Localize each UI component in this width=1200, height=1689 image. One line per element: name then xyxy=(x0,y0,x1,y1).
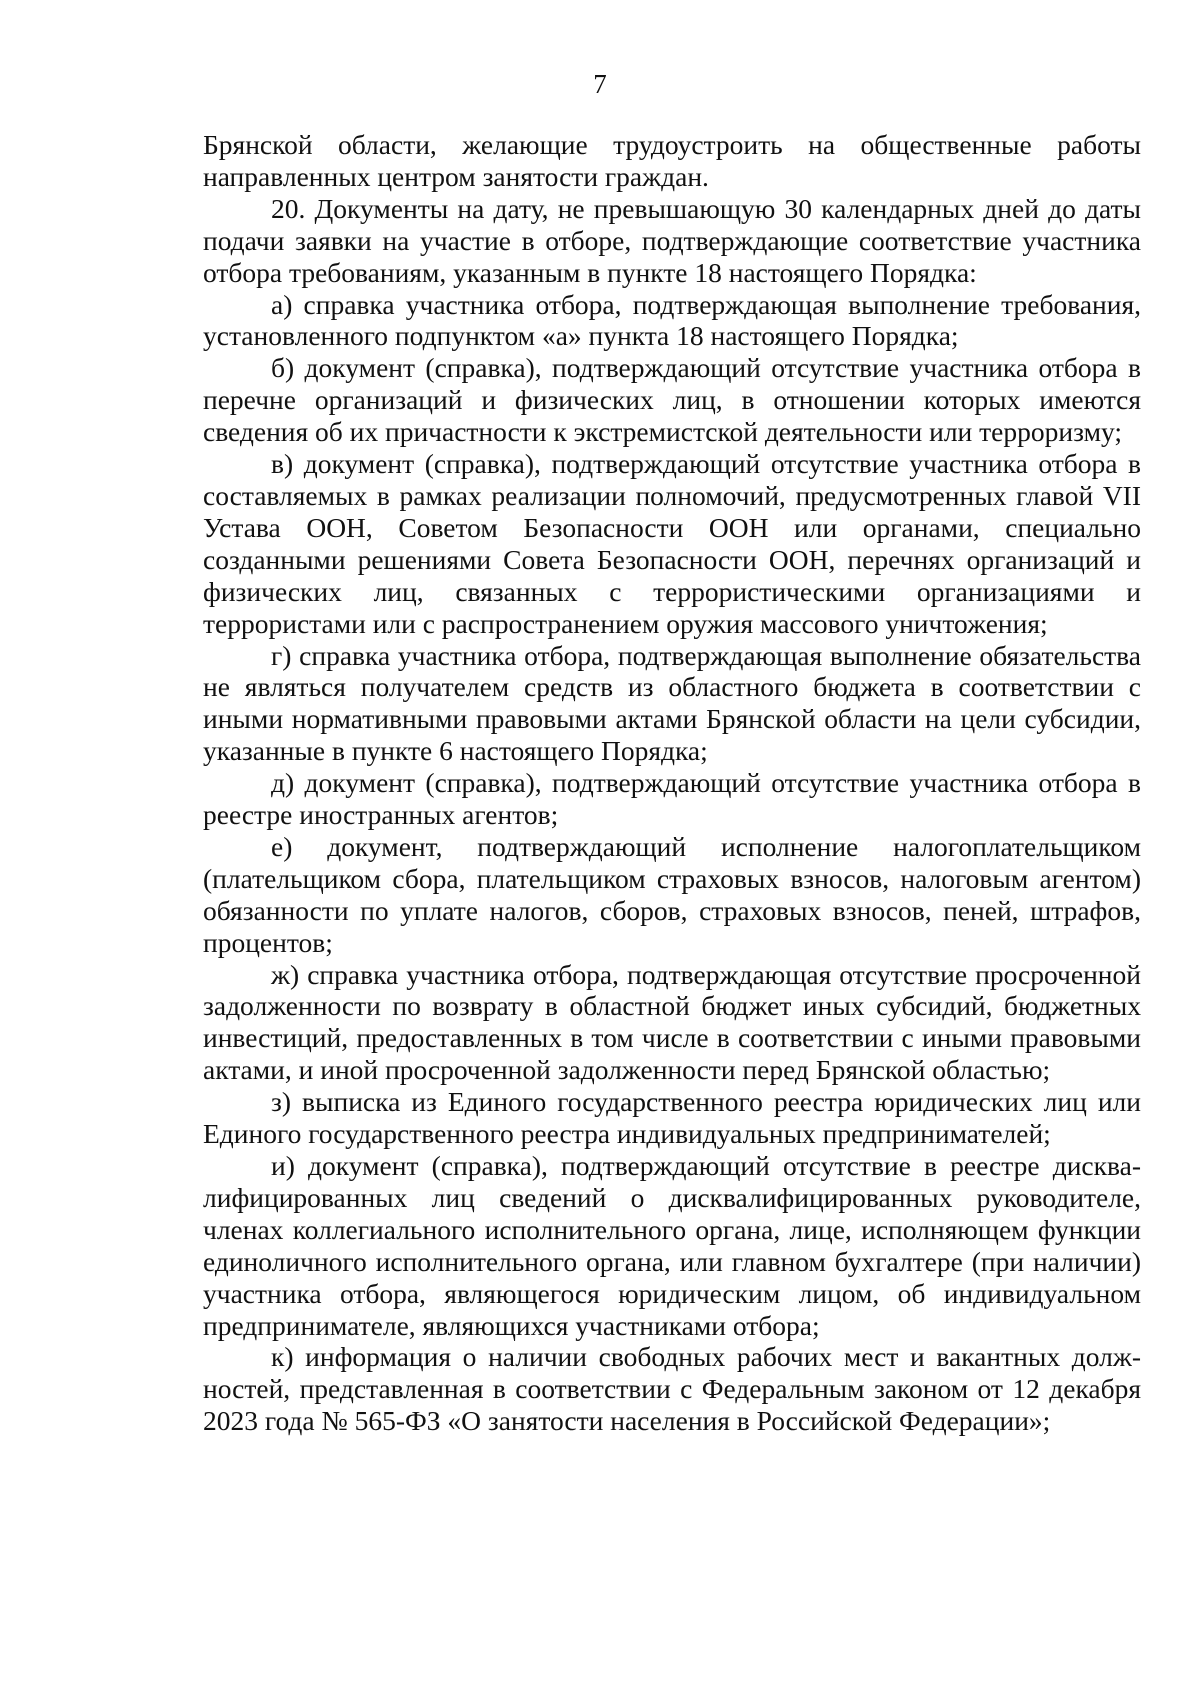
paragraph-subitem-b: б) документ (справка), подтверждающий отсутствие участника отбора в перечне организаций и физических лиц, в отношении которых имеются сведения об их причастности к экстремистской деятельности или терроризму; xyxy=(203,352,1141,448)
paragraph-subitem-a: а) справка участника отбора, подтверждающая выполнение требования, установленного подпунктом «а» пункта 18 настоящего Порядка; xyxy=(203,288,1141,352)
paragraph-subitem-e: е) документ, подтверждающий исполнение налогоплательщиком (плательщиком сбора, плательщиком страховых взносов, налоговым агентом) обязанности по уплате налогов, сборов, страховых взносов, пеней, штрафов, процентов; xyxy=(203,830,1141,958)
document-body xyxy=(203,129,1141,1437)
paragraph-item-20: 20. Документы на дату, не превышающую 30 календарных дней до даты подачи заявки на участие в отборе, подтверждающие соответствие участника отбора требованиям, указанным в пункте 18 настоящего Порядка: xyxy=(203,192,1141,288)
paragraph-subitem-zh: ж) справка участника отбора, подтверждающая отсутствие просроченной задолженности по возврату в областной бюджет иных субсидий, бюджетных инвестиций, предоставленных в том числе в соответствии с иными правовыми актами, и иной просроченной задолженности перед Брянской областью; xyxy=(203,958,1141,1086)
paragraph-subitem-z: з) выписка из Единого государственного реестра юридических лиц или Единого государственного реестра индивидуальных предпринимателей; xyxy=(203,1086,1141,1150)
paragraph-subitem-d: д) документ (справка), подтверждающий отсутствие участника отбора в реестре иностранных агентов; xyxy=(203,767,1141,831)
paragraph-subitem-g: г) справка участника отбора, подтверждающая выполнение обязательства не являться получателем средств из областного бюджета в соответствии с иными нормативными правовыми актами Брянской области на цели субсидии, указанные в пункте 6 настоящего Порядка; xyxy=(203,639,1141,767)
paragraph-subitem-v: в) документ (справка), подтверждающий отсутствие участника отбора в составляемых в рамках реализации полномочий, предусмотренных главой VII Устава ООН, Советом Безопасности ООН или органами, специально созданными решениями Совета Безопасности ООН, перечнях организаций и физических лиц, связанных с террористическими организациями и террористами или с распространением оружия массового уничтожения; xyxy=(203,448,1141,639)
paragraph-continuation: Брянской области, желающие трудоустроить на общественные работы направленных центром занятости граждан. xyxy=(203,129,1141,192)
page-number: 7 xyxy=(593,69,607,99)
paragraph-subitem-i: и) документ (справка), подтверждающий отсутствие в реестре дисквалифицированных лиц сведений о дисквалифицированных руководителе, членах коллегиального исполнительного органа, лице, исполняющем функции единоличного исполнительного органа, или главном бухгалтере (при наличии) участника отбора, являющегося юридическим лицом, об индивидуальном предпринимателе, являющихся участниками отбора; xyxy=(203,1150,1141,1341)
paragraph-subitem-k: к) информация о наличии свободных рабочих мест и вакантных должностей, представленная в соответствии с Федеральным законом от 12 декабря 2023 года № 565-ФЗ «О занятости населения в Российской Федерации»; xyxy=(203,1341,1141,1437)
